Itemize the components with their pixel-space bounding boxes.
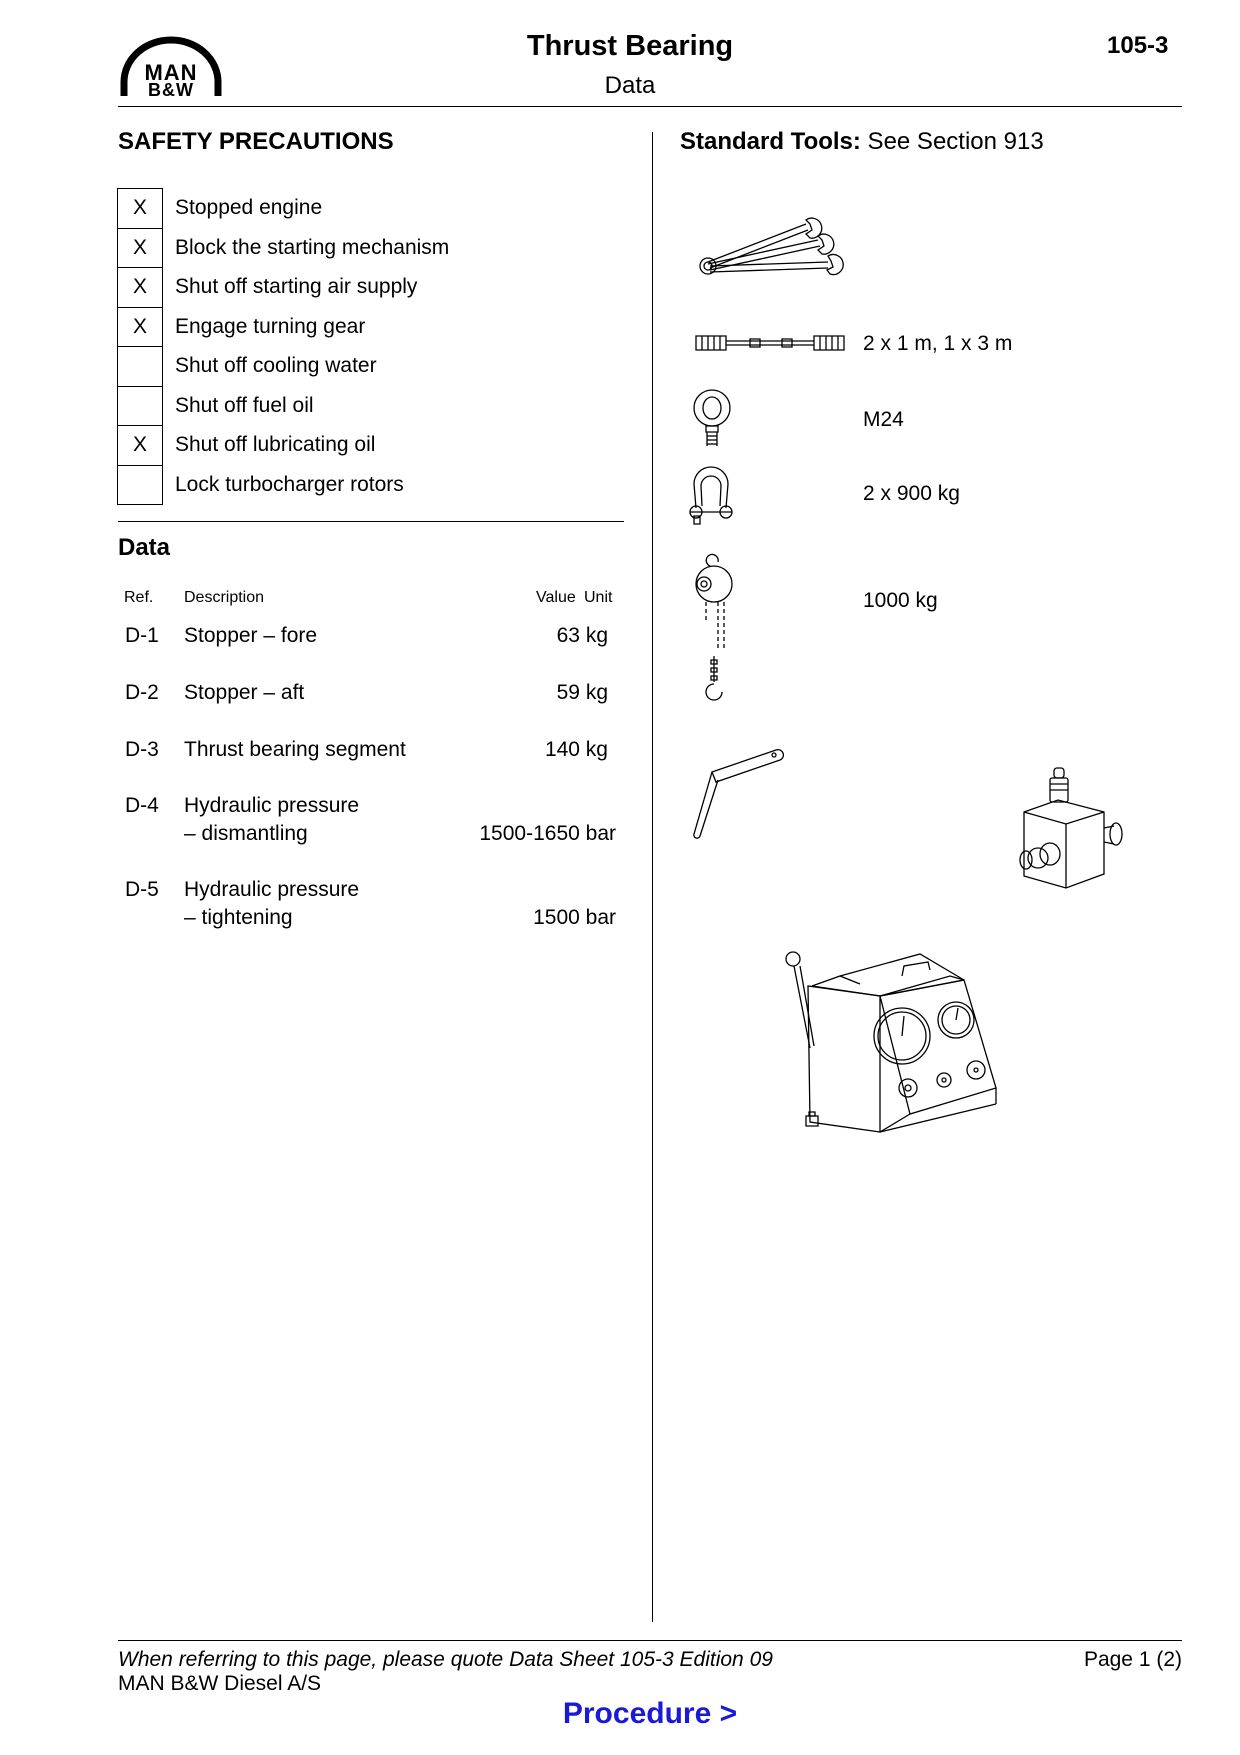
check-mark: X: [118, 426, 163, 466]
page-title: Thrust Bearing: [526, 30, 734, 62]
data-description-line2: – tightening: [184, 906, 293, 929]
safety-heading: SAFETY PRECAUTIONS: [118, 128, 394, 155]
column-header-ref: Ref.: [124, 589, 154, 606]
page-subtitle: Data: [604, 72, 656, 99]
data-value: 59 kg: [556, 681, 608, 704]
eye-bolt-label: M24: [863, 408, 904, 431]
tools-heading-rest: See Section 913: [860, 128, 1044, 155]
data-ref: D-2: [125, 681, 159, 704]
footer-divider: [118, 1640, 1182, 1641]
safety-label: Shut off starting air supply: [175, 275, 418, 299]
safety-item: [118, 189, 617, 229]
logo-text-man: MAN: [144, 60, 198, 85]
wrench-set-icon: [694, 210, 854, 290]
data-description: Hydraulic pressure: [184, 794, 360, 817]
shackle-icon: [686, 462, 736, 526]
procedure-link[interactable]: Procedure >: [562, 1697, 738, 1730]
check-mark: [118, 386, 163, 426]
logo-text-bw: B&W: [148, 80, 194, 98]
footer-company: MAN B&W Diesel A/S: [118, 1672, 322, 1695]
safety-item: [118, 307, 617, 347]
check-mark: X: [118, 228, 163, 268]
chain-block-icon: [690, 552, 742, 706]
tools-heading-bold: Standard Tools:: [680, 128, 861, 155]
safety-item: [118, 426, 617, 466]
column-header-unit: Unit: [584, 589, 613, 606]
wire-rope-sling-icon: [694, 330, 846, 356]
safety-checklist: [117, 188, 617, 505]
data-ref: D-1: [125, 624, 159, 647]
hydraulic-pump-icon: [780, 936, 1010, 1134]
safety-item: [118, 347, 617, 387]
tools-heading: [680, 128, 1044, 156]
data-description: Stopper – fore: [184, 624, 318, 647]
chain-block-label: 1000 kg: [863, 589, 938, 612]
data-ref: D-3: [125, 738, 159, 761]
eye-bolt-icon: [690, 388, 734, 448]
safety-label: Shut off fuel oil: [175, 393, 314, 417]
column-divider: [652, 132, 653, 1622]
wire-rope-label: 2 x 1 m, 1 x 3 m: [863, 332, 1013, 355]
section-divider: [118, 521, 624, 522]
data-value: 1500-1650 bar: [479, 822, 616, 845]
check-mark: X: [118, 189, 163, 229]
check-mark: [118, 347, 163, 387]
safety-label: Shut off cooling water: [175, 354, 377, 378]
safety-label: Shut off lubricating oil: [175, 433, 376, 457]
check-mark: X: [118, 307, 163, 347]
crank-handle-icon: [688, 744, 788, 844]
page-number: Page 1 (2): [1083, 1648, 1182, 1671]
data-ref: D-4: [125, 794, 159, 817]
data-description-line2: – dismantling: [184, 822, 308, 845]
data-value: 140 kg: [544, 738, 608, 761]
check-mark: X: [118, 268, 163, 308]
data-heading: Data: [118, 534, 171, 561]
data-description: Stopper – aft: [184, 681, 305, 704]
data-value: 63 kg: [556, 624, 608, 647]
safety-item: [118, 386, 617, 426]
safety-label: Stopped engine: [175, 196, 323, 220]
safety-item: [118, 268, 617, 308]
shackle-label: 2 x 900 kg: [863, 482, 960, 505]
check-mark: [118, 465, 163, 505]
sheet-number: 105-3: [1107, 32, 1169, 59]
footer-reference-note: When referring to this page, please quote Data Sheet 105-3 Edition 09: [118, 1648, 773, 1671]
column-header-description: Description: [184, 589, 265, 606]
data-value: 1500 bar: [533, 906, 616, 929]
data-ref: D-5: [125, 878, 159, 901]
safety-label: Lock turbocharger rotors: [175, 472, 404, 496]
safety-label: Engage turning gear: [175, 314, 366, 338]
safety-item: [118, 228, 617, 268]
data-description: Hydraulic pressure: [184, 878, 360, 901]
header-divider: [118, 106, 1182, 107]
safety-item: [118, 465, 617, 505]
column-header-value: Value: [536, 589, 576, 606]
safety-label: Block the starting mechanism: [175, 235, 450, 259]
data-description: Thrust bearing segment: [184, 738, 406, 761]
hydraulic-distributor-icon: [1006, 766, 1132, 890]
